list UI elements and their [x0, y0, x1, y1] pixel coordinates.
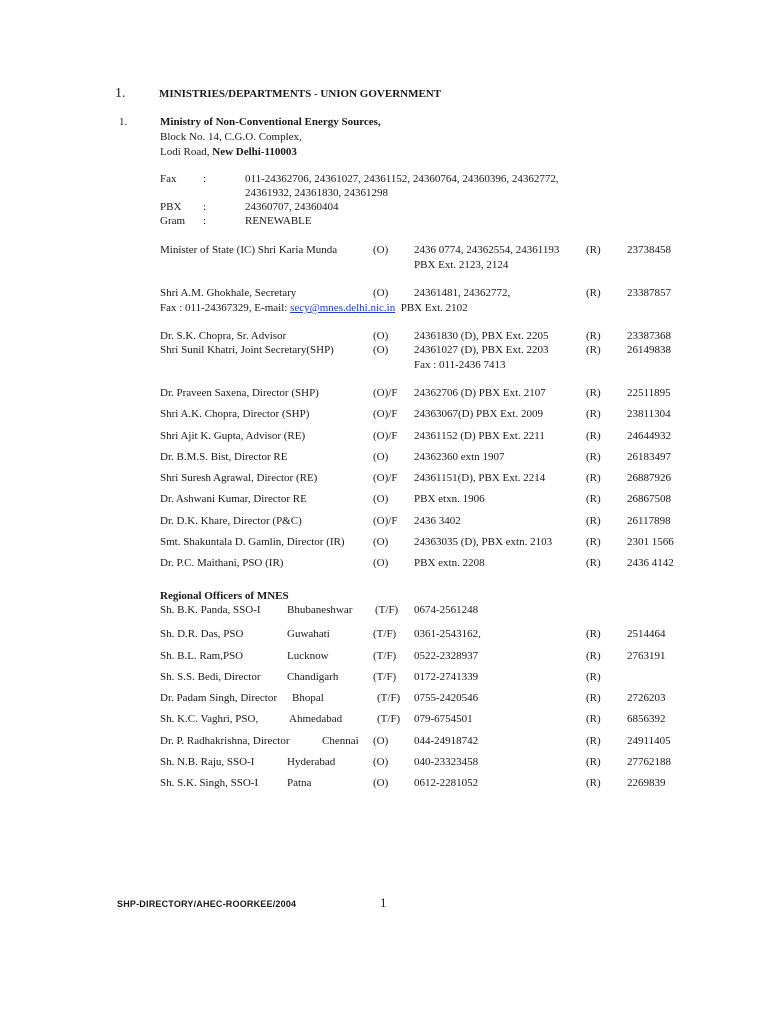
- official-phone: 2436 0774, 24362554, 24361193: [414, 244, 560, 256]
- official-res-number: 2436 4142: [627, 557, 674, 569]
- official-type: (O)/F: [373, 408, 398, 420]
- official-res-label: (R): [586, 244, 601, 256]
- regional-res-number: 27762188: [627, 756, 671, 768]
- official-res-number: 23387368: [627, 330, 671, 342]
- official-res-number: 26149838: [627, 344, 671, 356]
- secretary-pbx: PBX Ext. 2102: [395, 302, 468, 314]
- official-res-label: (R): [586, 330, 601, 342]
- official-res-number: 22511895: [627, 387, 671, 399]
- official-type: (O)/F: [373, 387, 398, 399]
- regional-res-label: (R): [586, 777, 601, 789]
- regional-name: Sh. K.C. Vaghri, PSO,: [160, 713, 259, 725]
- address-road: Lodi Road,: [160, 146, 213, 158]
- ministry-address-line1: Block No. 14, C.G.O. Complex,: [160, 131, 302, 143]
- official-name: Dr. P.C. Maithani, PSO (IR): [160, 557, 284, 569]
- official-res-number: 26887926: [627, 472, 671, 484]
- official-res-number: 26867508: [627, 493, 671, 505]
- official-name: Dr. Ashwani Kumar, Director RE: [160, 493, 307, 505]
- official-phone: 24361481, 24362772,: [414, 287, 511, 299]
- regional-phone: 0361-2543162,: [414, 628, 481, 640]
- official-type: (O)/F: [373, 430, 398, 442]
- official-res-label: (R): [586, 387, 601, 399]
- regional-res-number: 6856392: [627, 713, 666, 725]
- official-type: (O)/F: [373, 515, 398, 527]
- regional-city: Bhopal: [292, 692, 324, 704]
- regional-res-label: (R): [586, 735, 601, 747]
- official-res-number: 2301 1566: [627, 536, 674, 548]
- regional-res-label: (R): [586, 756, 601, 768]
- official-res-label: (R): [586, 515, 601, 527]
- official-res-label: (R): [586, 287, 601, 299]
- official-phone: 24361027 (D), PBX Ext. 2203: [414, 344, 549, 356]
- regional-type: (T/F): [373, 671, 397, 683]
- official-res-label: (R): [586, 430, 601, 442]
- regional-res-label: (R): [586, 713, 601, 725]
- official-res-number: 23387857: [627, 287, 671, 299]
- regional-res-number: 2726203: [627, 692, 666, 704]
- regional-res-number: 2763191: [627, 650, 666, 662]
- pbx-value: 24360707, 24360404: [245, 201, 339, 213]
- gram-value: RENEWABLE: [245, 215, 312, 227]
- regional-res-label: (R): [586, 692, 601, 704]
- regional-city: Lucknow: [287, 650, 329, 662]
- official-res-number: 23811304: [627, 408, 671, 420]
- regional-phone: 0522-2328937: [414, 650, 479, 662]
- regional-type: (T/F): [375, 604, 399, 616]
- official-type: (O): [373, 244, 389, 256]
- official-type: (O): [373, 451, 389, 463]
- gram-sep: :: [203, 215, 207, 227]
- official-phone: 24361152 (D) PBX Ext. 2211: [414, 430, 545, 442]
- official-name: Shri Suresh Agrawal, Director (RE): [160, 472, 318, 484]
- regional-type: (O): [373, 756, 389, 768]
- official-name: Dr. B.M.S. Bist, Director RE: [160, 451, 288, 463]
- official-phone: 24363035 (D), PBX extn. 2103: [414, 536, 553, 548]
- regional-city: Patna: [287, 777, 312, 789]
- regional-city: Chennai: [322, 735, 359, 747]
- official-res-number: 26183497: [627, 451, 671, 463]
- regional-city: Bhubaneshwar: [287, 604, 353, 616]
- official-phone: 24362706 (D) PBX Ext. 2107: [414, 387, 546, 399]
- regional-res-label: (R): [586, 628, 601, 640]
- regional-res-number: 2269839: [627, 777, 666, 789]
- section-number: 1.: [115, 86, 126, 101]
- official-res-label: (R): [586, 472, 601, 484]
- fax-value-cont: 24361932, 24361830, 24361298: [245, 187, 388, 199]
- regional-phone: 044-24918742: [414, 735, 479, 747]
- official-res-label: (R): [586, 557, 601, 569]
- regional-phone: 0612-2281052: [414, 777, 479, 789]
- official-phone: PBX etxn. 1906: [414, 493, 485, 505]
- official-res-label: (R): [586, 451, 601, 463]
- fax-value: 011-24362706, 24361027, 24361152, 24360764, 24360396, 24362772,: [245, 173, 559, 185]
- official-name: Shri Ajit K. Gupta, Advisor (RE): [160, 430, 306, 442]
- official-name: Shri A.M. Ghokhale, Secretary: [160, 287, 297, 299]
- regional-phone: 040-23323458: [414, 756, 479, 768]
- footer-directory-label: SHP-DIRECTORY/AHEC-ROORKEE/2004: [117, 899, 297, 909]
- official-name: Shri A.K. Chopra, Director (SHP): [160, 408, 310, 420]
- secretary-email-link[interactable]: secy@mnes.delhi.nic.in: [290, 302, 396, 314]
- regional-type: (T/F): [373, 628, 397, 640]
- official-type: (O): [373, 536, 389, 548]
- official-type: (O): [373, 493, 389, 505]
- regional-city: Guwahati: [287, 628, 330, 640]
- official-type: (O): [373, 330, 389, 342]
- regional-name: Sh. S.S. Bedi, Director: [160, 671, 261, 683]
- fax-sep: :: [203, 173, 207, 185]
- regional-type: (T/F): [377, 692, 401, 704]
- official-type: (O)/F: [373, 472, 398, 484]
- regional-city: Hyderabad: [287, 756, 336, 768]
- official-res-number: 23738458: [627, 244, 671, 256]
- regional-type: (O): [373, 777, 389, 789]
- official-res-label: (R): [586, 344, 601, 356]
- regional-name: Dr. Padam Singh, Director: [160, 692, 278, 704]
- secretary-fax-line: [160, 303, 468, 314]
- regional-phone: 0172-2741339: [414, 671, 479, 683]
- regional-name: Sh. N.B. Raju, SSO-I: [160, 756, 255, 768]
- regional-res-label: (R): [586, 650, 601, 662]
- official-name: Minister of State (IC) Shri Karia Munda: [160, 244, 338, 256]
- official-type: (O): [373, 557, 389, 569]
- regional-res-number: 2514464: [627, 628, 666, 640]
- regional-type: (T/F): [377, 713, 401, 725]
- regional-phone: 0755-2420546: [414, 692, 479, 704]
- regional-city: Ahmedabad: [289, 713, 343, 725]
- official-name: Dr. Praveen Saxena, Director (SHP): [160, 387, 319, 399]
- fax-label: Fax: [160, 173, 177, 185]
- regional-name: Dr. P. Radhakrishna, Director: [160, 735, 290, 747]
- regional-type: (T/F): [373, 650, 397, 662]
- official-res-number: 26117898: [627, 515, 671, 527]
- official-phone: 24362360 extn 1907: [414, 451, 505, 463]
- official-phone: 24361151(D), PBX Ext. 2214: [414, 472, 546, 484]
- official-phone: PBX extn. 2208: [414, 557, 485, 569]
- regional-name: Sh. S.K. Singh, SSO-I: [160, 777, 259, 789]
- gram-label: Gram: [160, 215, 186, 227]
- ministry-address-line2: [160, 147, 297, 158]
- secretary-fax: Fax : 011-24367329, E-mail:: [160, 302, 291, 314]
- official-phone-extra: Fax : 011-2436 7413: [414, 359, 506, 371]
- regional-title: Regional Officers of MNES: [160, 590, 289, 602]
- regional-res-label: (R): [586, 671, 601, 683]
- regional-res-number: 24911405: [627, 735, 671, 747]
- regional-name: Sh. B.L. Ram,PSO: [160, 650, 244, 662]
- regional-name: Sh. D.R. Das, PSO: [160, 628, 244, 640]
- pbx-label: PBX: [160, 201, 182, 213]
- page-number: 1: [380, 895, 387, 910]
- official-phone-extra: PBX Ext. 2123, 2124: [414, 259, 509, 271]
- official-type: (O): [373, 287, 389, 299]
- official-name: Dr. S.K. Chopra, Sr. Advisor: [160, 330, 287, 342]
- official-res-label: (R): [586, 536, 601, 548]
- ministry-number: 1.: [119, 116, 128, 128]
- regional-phone: 0674-2561248: [414, 604, 479, 616]
- official-type: (O): [373, 344, 389, 356]
- official-name: Dr. D.K. Khare, Director (P&C): [160, 515, 302, 527]
- pbx-sep: :: [203, 201, 207, 213]
- section-title: MINISTRIES/DEPARTMENTS - UNION GOVERNMENT: [159, 88, 442, 100]
- official-res-number: 24644932: [627, 430, 671, 442]
- ministry-name: Ministry of Non-Conventional Energy Sources,: [160, 116, 381, 128]
- regional-type: (O): [373, 735, 389, 747]
- official-phone: 24361830 (D), PBX Ext. 2205: [414, 330, 549, 342]
- regional-name: Sh. B.K. Panda, SSO-I: [160, 604, 261, 616]
- official-phone: 24363067(D) PBX Ext. 2009: [414, 408, 543, 420]
- official-res-label: (R): [586, 493, 601, 505]
- official-name: Smt. Shakuntala D. Gamlin, Director (IR): [160, 536, 345, 548]
- address-city: New Delhi-110003: [212, 146, 297, 158]
- official-name: Shri Sunil Khatri, Joint Secretary(SHP): [160, 344, 334, 356]
- official-phone: 2436 3402: [414, 515, 461, 527]
- regional-city: Chandigarh: [287, 671, 339, 683]
- regional-phone: 079-6754501: [414, 713, 473, 725]
- official-res-label: (R): [586, 408, 601, 420]
